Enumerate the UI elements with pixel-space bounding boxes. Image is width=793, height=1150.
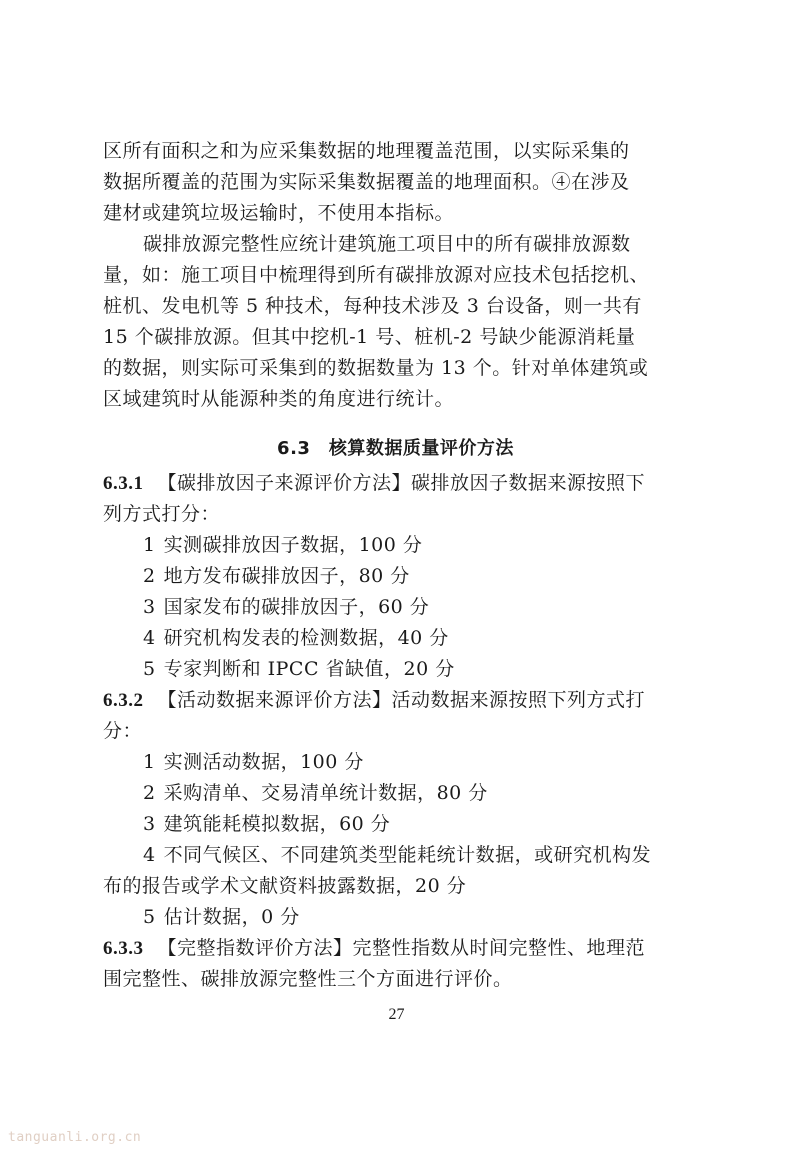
- page-number: 27: [388, 1006, 405, 1023]
- text-line: 碳排放源完整性应统计建筑施工项目中的所有碳排放源数: [143, 233, 631, 255]
- list-item-number: 5: [143, 658, 156, 680]
- list-item: [103, 840, 688, 871]
- list-item: [103, 902, 688, 933]
- list-item: [103, 623, 688, 654]
- list-item-number: 1: [143, 751, 156, 773]
- clause-text: 【活动数据来源评价方法】活动数据来源按照下列方式打: [157, 689, 646, 711]
- paragraph-emission-source-completeness: [103, 229, 688, 415]
- list-item-number: 4: [143, 844, 156, 866]
- list-item: [103, 778, 688, 809]
- document-page: [103, 136, 688, 995]
- list-item-text: 地方发布碳排放因子，80 分: [163, 565, 410, 587]
- text-line: 区域建筑时从能源种类的角度进行统计。: [103, 388, 455, 410]
- list-item-text: 布的报告或学术文献资料披露数据，20 分: [103, 875, 467, 897]
- text-line: 的数据，则实际可采集到的数据数量为 13 个。针对单体建筑或: [103, 357, 649, 379]
- text-line: 量，如：施工项目中梳理得到所有碳排放源对应技术包括挖机、: [103, 264, 650, 286]
- list-item: [103, 561, 688, 592]
- text-line: 建材或建筑垃圾运输时，不使用本指标。: [103, 202, 455, 224]
- list-item-number: 2: [143, 565, 156, 587]
- list-item-text: 国家发布的碳排放因子，60 分: [163, 596, 430, 618]
- text-line: 区所有面积之和为应采集数据的地理覆盖范围，以实际采集的: [103, 140, 630, 162]
- watermark: tanguanli.org.cn: [8, 1130, 142, 1145]
- list-item-text: 实测活动数据，100 分: [163, 751, 364, 773]
- list-item-text: 不同气候区、不同建筑类型能耗统计数据，或研究机构发: [163, 844, 652, 866]
- list-item: [103, 809, 688, 840]
- list-item: [103, 530, 688, 561]
- list-item-text: 专家判断和 IPCC 省缺值，20 分: [163, 658, 455, 680]
- list-item-text: 建筑能耗模拟数据，60 分: [163, 813, 391, 835]
- list-item-number: 3: [143, 813, 156, 835]
- list-item-number: 1: [143, 534, 156, 556]
- text-line: 数据所覆盖的范围为实际采集数据覆盖的地理面积。④在涉及: [103, 171, 630, 193]
- clause-text: 分：: [103, 720, 143, 742]
- list-item-text: 估计数据，0 分: [163, 906, 300, 928]
- text-line: 15 个碳排放源。但其中挖机-1 号、桩机-2 号缺少能源消耗量: [103, 326, 636, 348]
- clause-number: 6.3.3: [103, 938, 144, 959]
- section-heading: 6.3 核算数据质量评价方法: [277, 438, 514, 459]
- list-item: [103, 592, 688, 623]
- clause-text: 列方式打分：: [103, 503, 221, 525]
- clause-text: 围完整性、碳排放源完整性三个方面进行评价。: [103, 968, 513, 990]
- clause-6-3-1: [103, 468, 688, 685]
- clause-6-3-3: [103, 933, 688, 995]
- clause-6-3-2: [103, 685, 688, 933]
- list-item-number: 3: [143, 596, 156, 618]
- list-item-number: 5: [143, 906, 156, 928]
- list-item-number: 2: [143, 782, 156, 804]
- list-item-text: 实测碳排放因子数据，100 分: [163, 534, 423, 556]
- list-item-text: 采购清单、交易清单统计数据，80 分: [163, 782, 488, 804]
- list-item: [103, 747, 688, 778]
- list-item-continued: [103, 871, 688, 902]
- text-line: 桩机、发电机等 5 种技术，每种技术涉及 3 台设备，则一共有: [103, 295, 642, 317]
- clause-text: 【碳排放因子来源评价方法】碳排放因子数据来源按照下: [157, 472, 646, 494]
- clause-number: 6.3.1: [103, 473, 144, 494]
- list-item-number: 4: [143, 627, 156, 649]
- paragraph-coverage-continued: [103, 136, 688, 229]
- clause-text: 【完整指数评价方法】完整性指数从时间完整性、地理范: [157, 937, 646, 959]
- clause-number: 6.3.2: [103, 690, 144, 711]
- list-item: [103, 654, 688, 685]
- list-item-text: 研究机构发表的检测数据，40 分: [163, 627, 449, 649]
